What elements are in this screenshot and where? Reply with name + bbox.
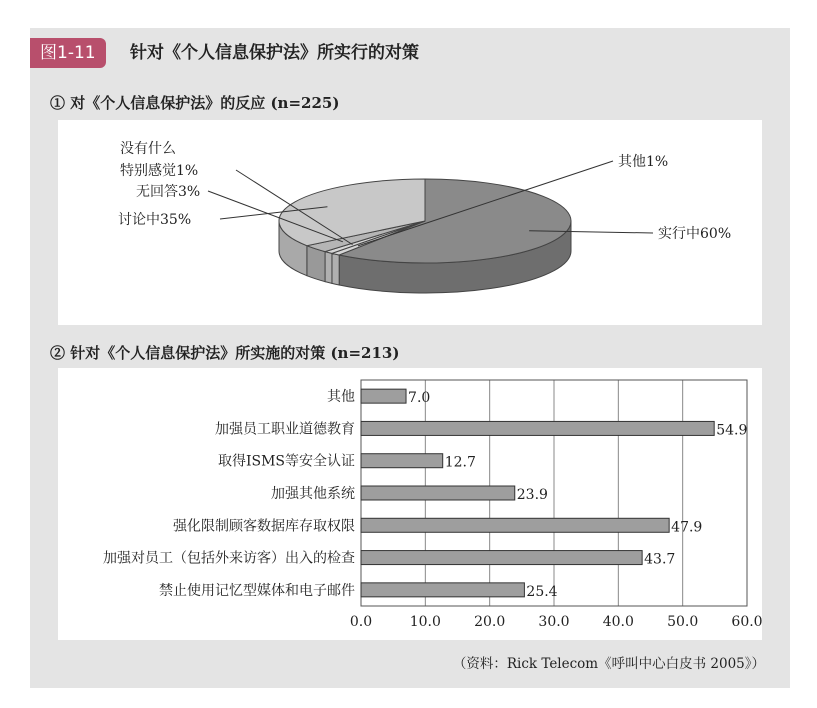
- x-tick-label-5: 50.0: [667, 614, 699, 630]
- category-label-0: 其他: [327, 389, 355, 406]
- category-label-1: 加强员工职业道德教育: [215, 421, 355, 438]
- bar-3: [361, 486, 515, 500]
- bar-5: [361, 551, 642, 565]
- x-tick-label-1: 10.0: [409, 614, 441, 630]
- x-tick-label-6: 60.0: [731, 614, 762, 630]
- value-label-5: 43.7: [644, 551, 676, 568]
- figure-title: 针对《个人信息保护法》所实行的对策: [130, 43, 419, 63]
- category-label-3: 加强其他系统: [271, 486, 355, 502]
- bar-chart: [58, 368, 762, 640]
- source-note: （资料：Rick Telecom《呼叫中心白皮书 2005》）: [452, 656, 765, 672]
- bar-0: [361, 389, 406, 403]
- value-label-2: 12.7: [444, 454, 476, 471]
- pie-label-3: 无回答3%: [136, 184, 201, 200]
- value-label-1: 54.9: [716, 422, 748, 439]
- bar-6: [361, 583, 524, 597]
- bar-1: [361, 421, 714, 435]
- x-tick-label-0: 0.0: [349, 614, 373, 630]
- pie-label-0: 实行中60%: [658, 226, 732, 242]
- figure-tag: 图1-11: [30, 38, 106, 68]
- value-label-3: 23.9: [516, 487, 548, 503]
- pie-label-1: 其他1%: [618, 154, 669, 170]
- value-label-6: 25.4: [526, 583, 558, 600]
- bar-chart-box: [58, 368, 762, 640]
- pie-label-4: 讨论中35%: [118, 212, 192, 228]
- x-tick-label-3: 30.0: [538, 614, 570, 630]
- pie-chart-box: [58, 120, 762, 325]
- pie-chart-title: ① 对《个人信息保护法》的反应 (n=225): [50, 94, 340, 112]
- bar-2: [361, 454, 443, 468]
- bar-4: [361, 518, 669, 532]
- value-label-4: 47.9: [671, 519, 703, 536]
- bar-chart-title: ② 针对《个人信息保护法》所实施的对策 (n=213): [50, 344, 400, 362]
- x-tick-label-4: 40.0: [602, 614, 634, 630]
- pie-side-1: [332, 253, 339, 285]
- x-tick-label-2: 20.0: [474, 614, 506, 630]
- pie-side-2: [325, 252, 332, 284]
- category-label-2: 取得ISMS等安全认证: [217, 453, 355, 470]
- pie-label-2-line1: 没有什么: [120, 141, 176, 157]
- pie-chart: [58, 120, 762, 325]
- category-label-4: 强化限制顾客数据库存取权限: [173, 518, 355, 535]
- pie-label-2-line2: 特别感觉1%: [120, 163, 199, 179]
- category-label-6: 禁止使用记忆型媒体和电子邮件: [159, 582, 355, 599]
- category-label-5: 加强对员工（包括外来访客）出入的检查: [103, 550, 355, 567]
- value-label-0: 7.0: [408, 390, 431, 407]
